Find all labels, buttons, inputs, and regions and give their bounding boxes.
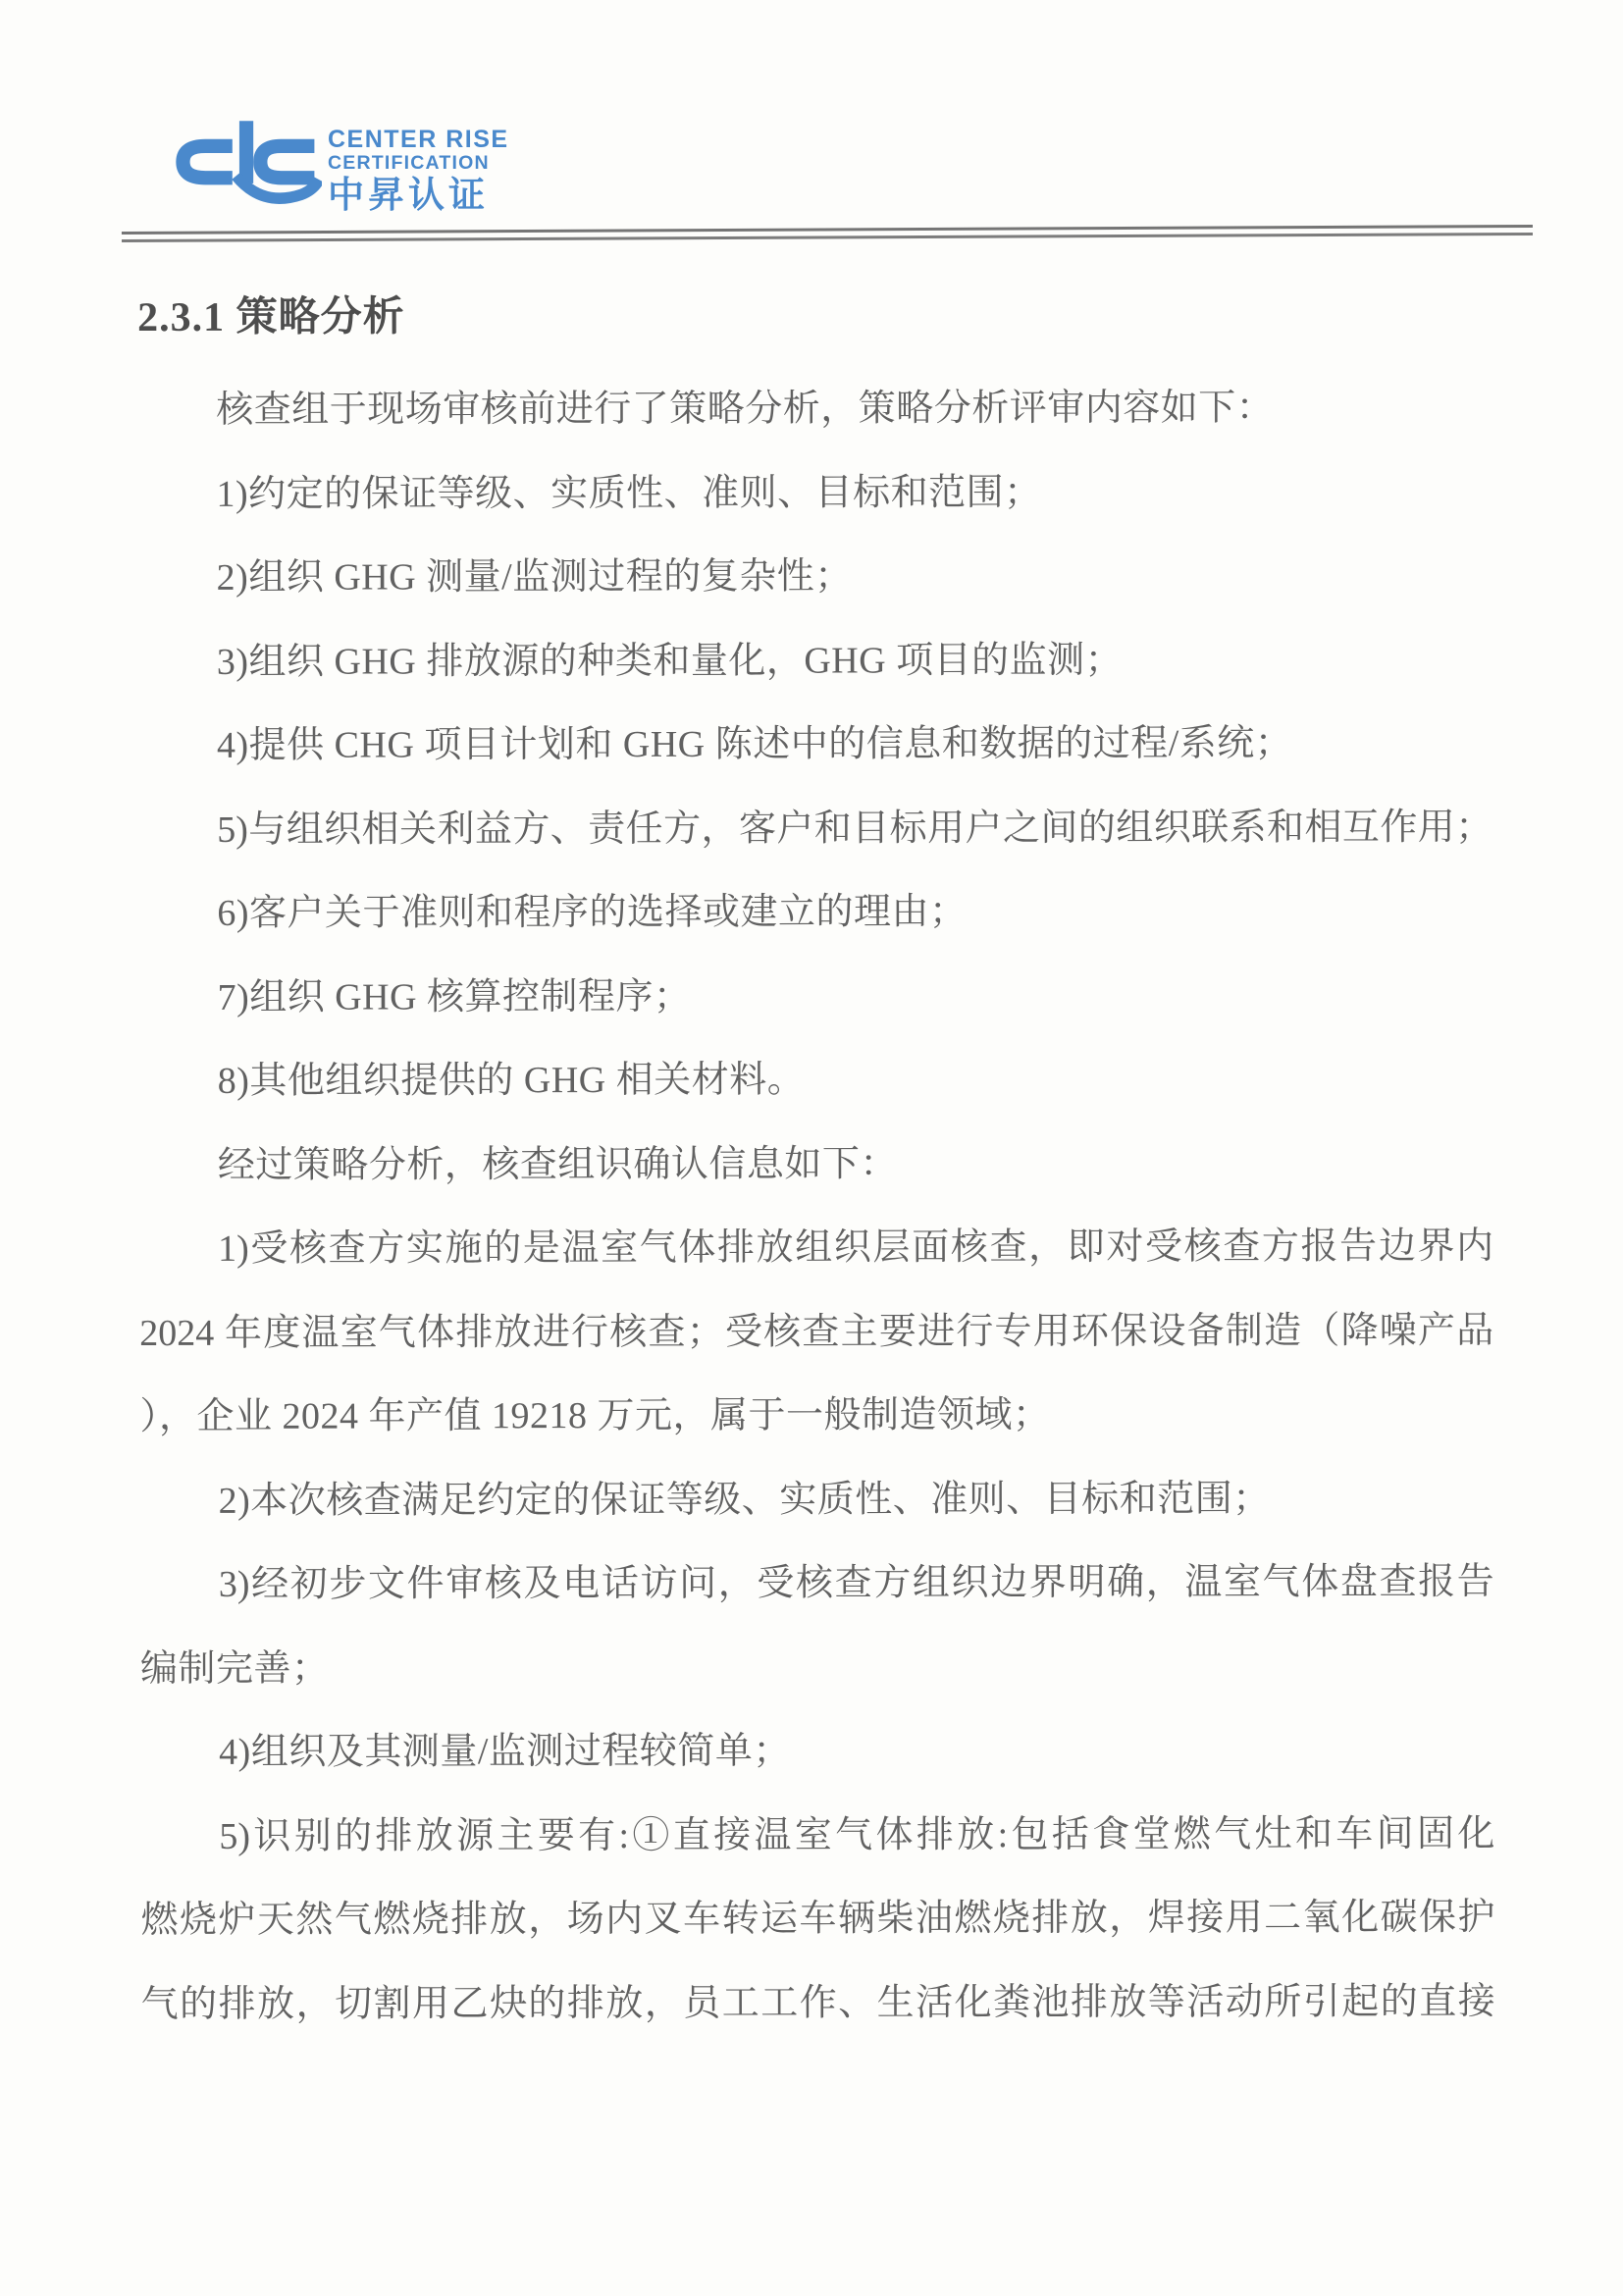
document-body	[137, 366, 1495, 2047]
body-line: 5)与组织相关利益方、责任方，客户和目标用户之间的组织联系和相互作用；	[217, 806, 1493, 851]
body-line: 经过策略分析，核查组识确认信息如下：	[217, 1142, 898, 1186]
body-line: 1)受核查方实施的是温室气体排放组织层面核查，即对受核查方报告边界内	[218, 1226, 1494, 1270]
body-line: 8)其他组织提供的 GHG 相关材料。	[217, 1059, 806, 1102]
document-content	[137, 274, 1495, 2047]
body-line: 1)约定的保证等级、实质性、准则、目标和范围；	[216, 471, 1042, 515]
logo-text	[328, 114, 509, 215]
body-line: 编制完善；	[139, 1647, 330, 1690]
body-line: 3)经初步文件审核及电话访问，受核查方组织边界明确，温室气体盘查报告	[218, 1561, 1494, 1605]
body-line: ），企业 2024 年产值 19218 万元，属于一般制造领域；	[139, 1394, 1051, 1437]
logo-name-en-line1: CENTER RISE	[328, 126, 509, 153]
body-line: 燃烧炉天然气燃烧排放，场内叉车转运车辆柴油燃烧排放，焊接用二氧化碳保护	[140, 1897, 1495, 1941]
crc-logo-icon	[173, 114, 322, 212]
body-line: 7)组织 GHG 核算控制程序；	[217, 975, 692, 1018]
body-line: 4)提供 CHG 项目计划和 GHG 陈述中的信息和数据的过程/系统；	[216, 722, 1293, 766]
body-line: 3)组织 GHG 排放源的种类和量化，GHG 项目的监测；	[216, 639, 1124, 683]
body-line: 核查组于现场审核前进行了策略分析，策略分析评审内容如下：	[216, 387, 1275, 431]
logo	[173, 114, 509, 215]
body-line: 4)组织及其测量/监测过程较简单；	[219, 1730, 791, 1773]
body-line: 2024 年度温室气体排放进行核查；受核查主要进行专用环保设备制造（降噪产品	[139, 1309, 1494, 1354]
header-divider	[122, 225, 1533, 242]
body-line: 2)组织 GHG 测量/监测过程的复杂性；	[216, 555, 853, 599]
body-line: 2)本次核查满足约定的保证等级、实质性、准则、目标和范围；	[218, 1478, 1271, 1522]
body-line: 气的排放，切割用乙炔的排放，员工工作、生活化粪池排放等活动所引起的直接	[140, 1980, 1495, 2025]
body-line: 5)识别的排放源主要有:①直接温室气体排放:包括食堂燃气灶和车间固化	[219, 1812, 1495, 1857]
section-heading: 2.3.1 策略分析	[137, 294, 405, 340]
logo-name-cn: 中昇认证	[328, 174, 489, 215]
body-line: 6)客户关于准则和程序的选择或建立的理由；	[217, 891, 968, 934]
logo-name-en-line2: CERTIFICATION	[328, 152, 490, 174]
